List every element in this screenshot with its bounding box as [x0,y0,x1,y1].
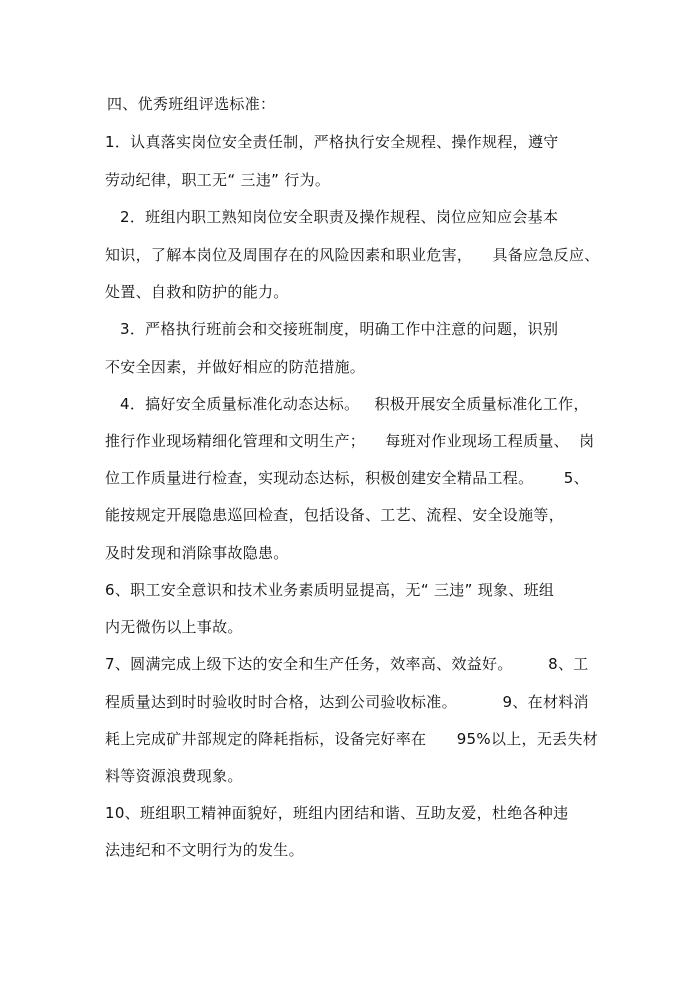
text-line: 内无微伤以上事故。 [105,618,243,636]
section-heading: 四、优秀班组评选标准： [107,95,276,113]
text-line: 3．严格执行班前会和交接班制度，明确工作中注意的问题，识别 [120,320,559,338]
text-line: 位工作质量进行检查，实现动态达标，积极创建安全精品工程。 5、 [105,469,589,487]
text-line: 推行作业现场精细化管理和文明生产； 每班对作业现场工程质量、 岗 [105,432,595,450]
text-line: 10、班组职工精神面貌好，班组内团结和谐、互助友爱，杜绝各种违 [105,804,569,822]
text-line: 耗上完成矿井部规定的降耗指标，设备完好率在 95%以上，无丢失材 [105,730,599,748]
text-line: 7、圆满完成上级下达的安全和生产任务，效率高、效益好。 8、工 [105,655,589,673]
text-line: 2．班组内职工熟知岗位安全职责及操作规程、岗位应知应会基本 [120,208,559,226]
text-line: 4．搞好安全质量标准化动态达标。 积极开展安全质量标准化工作， [120,395,589,413]
text-line: 程质量达到时时验收时时合格，达到公司验收标准。 9、在材料消 [105,693,589,711]
text-line: 处置、自救和防护的能力。 [105,283,289,301]
text-line: 6、职工安全意识和技术业务素质明显提高，无“ 三违” 现象、班组 [105,581,555,599]
text-line: 1．认真落实岗位安全责任制，严格执行安全规程、操作规程，遵守 [105,133,559,151]
text-line: 不安全因素，并做好相应的防范措施。 [105,358,366,376]
text-line: 能按规定开展隐患巡回检查，包括设备、工艺、流程、安全设施等， [105,506,565,524]
text-line: 料等资源浪费现象。 [105,767,243,785]
text-line: 知识，了解本岗位及周围存在的风险因素和职业危害， 具备应急反应、 [105,246,600,264]
text-line: 劳动纪律，职工无“ 三违” 行为。 [105,171,331,189]
text-line: 法违纪和不文明行为的发生。 [105,841,304,859]
text-line: 及时发现和消除事故隐患。 [105,544,289,562]
